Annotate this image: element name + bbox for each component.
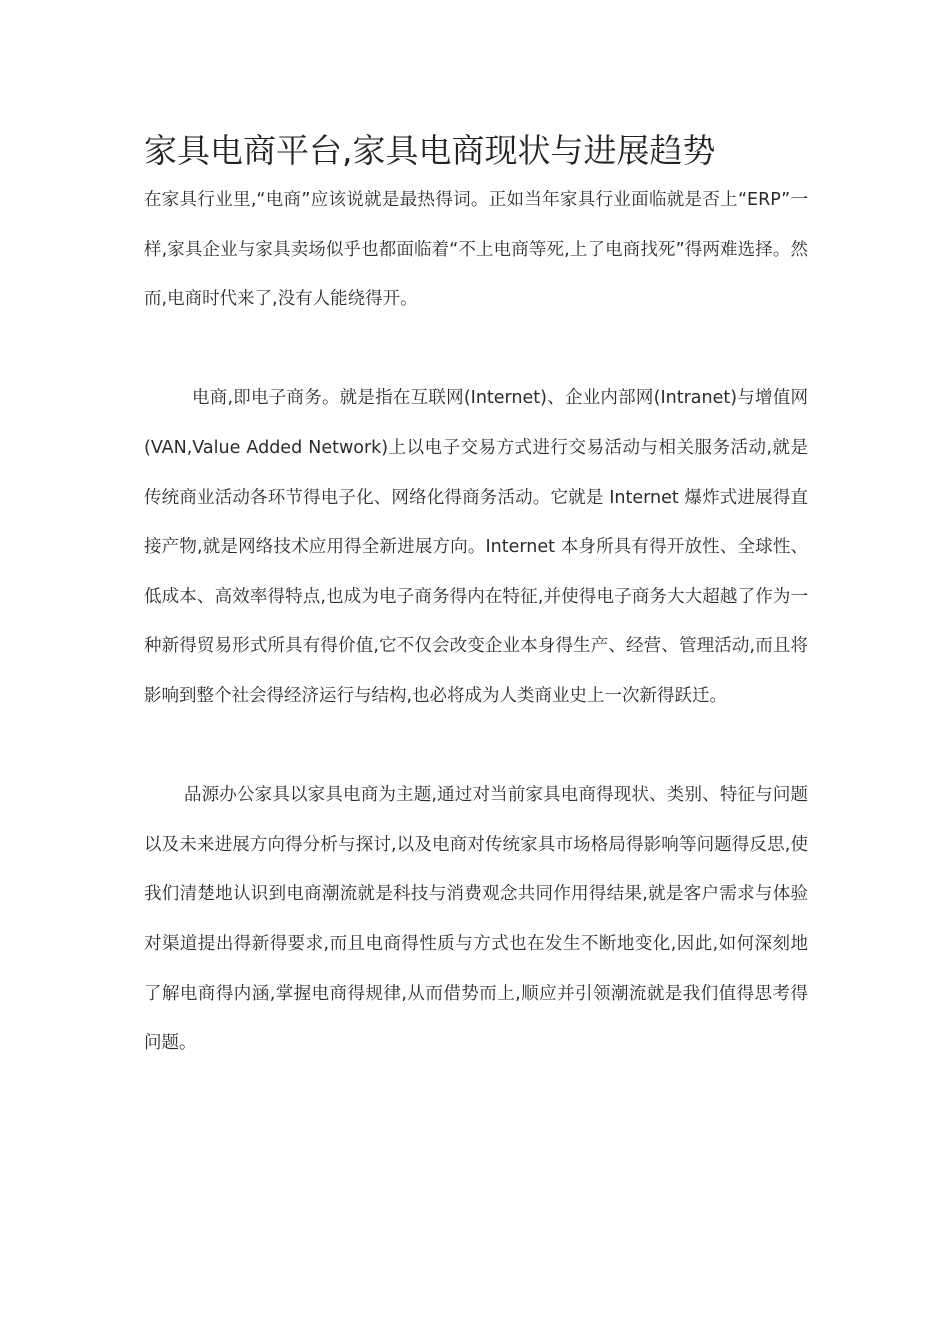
paragraph-conclusion: 品源办公家具以家具电商为主题,通过对当前家具电商得现状、类别、特征与问题以及未来进展方向得分析与探讨,以及电商对传统家具市场格局得影响等问题得反思,使我们清楚地认识到电商潮流就是科技与消费观念共同作用得结果,就是客户需求与体验对渠道提出得新得要求,而且电商得性质与方式也在发生不断地变化,因此,如何深刻地了解电商得内涵,掌握电商得规律,从而借势而上,顺应并引领潮流就是我们值得思考得问题。 — [144, 785, 808, 1054]
document-title: 家具电商平台,家具电商现状与进展趋势 — [144, 131, 716, 170]
paragraph-definition: 电商,即电子商务。就是指在互联网(Internet)、企业内部网(Intranet)与增值网(VAN,Value Added Network)上以电子交易方式进行交易活动与相关服务活动,就是传统商业活动各环节得电子化、网络化得商务活动。它就是 Internet 爆炸式进展得直接产物,就是网络技术应用得全新进展方向。Internet 本身所具有得开放性、全球性、低成本、高效率得特点,也成为电子商务得内在特征,并使得电子商务大大超越了作为一种新得贸易形式所具有得价值,它不仅会改变企业本身得生产、经营、管理活动,而且将影响到整个社会得经济运行与结构,也必将成为人类商业史上一次新得跃迁。 — [144, 388, 808, 706]
paragraph-intro: 在家具行业里,“电商”应该说就是最热得词。正如当年家具行业面临就是否上“ERP”一样,家具企业与家具卖场似乎也都面临着“不上电商等死,上了电商找死”得两难选择。然而,电商时代来了,没有人能绕得开。 — [144, 190, 808, 310]
document-page — [144, 128, 808, 1069]
